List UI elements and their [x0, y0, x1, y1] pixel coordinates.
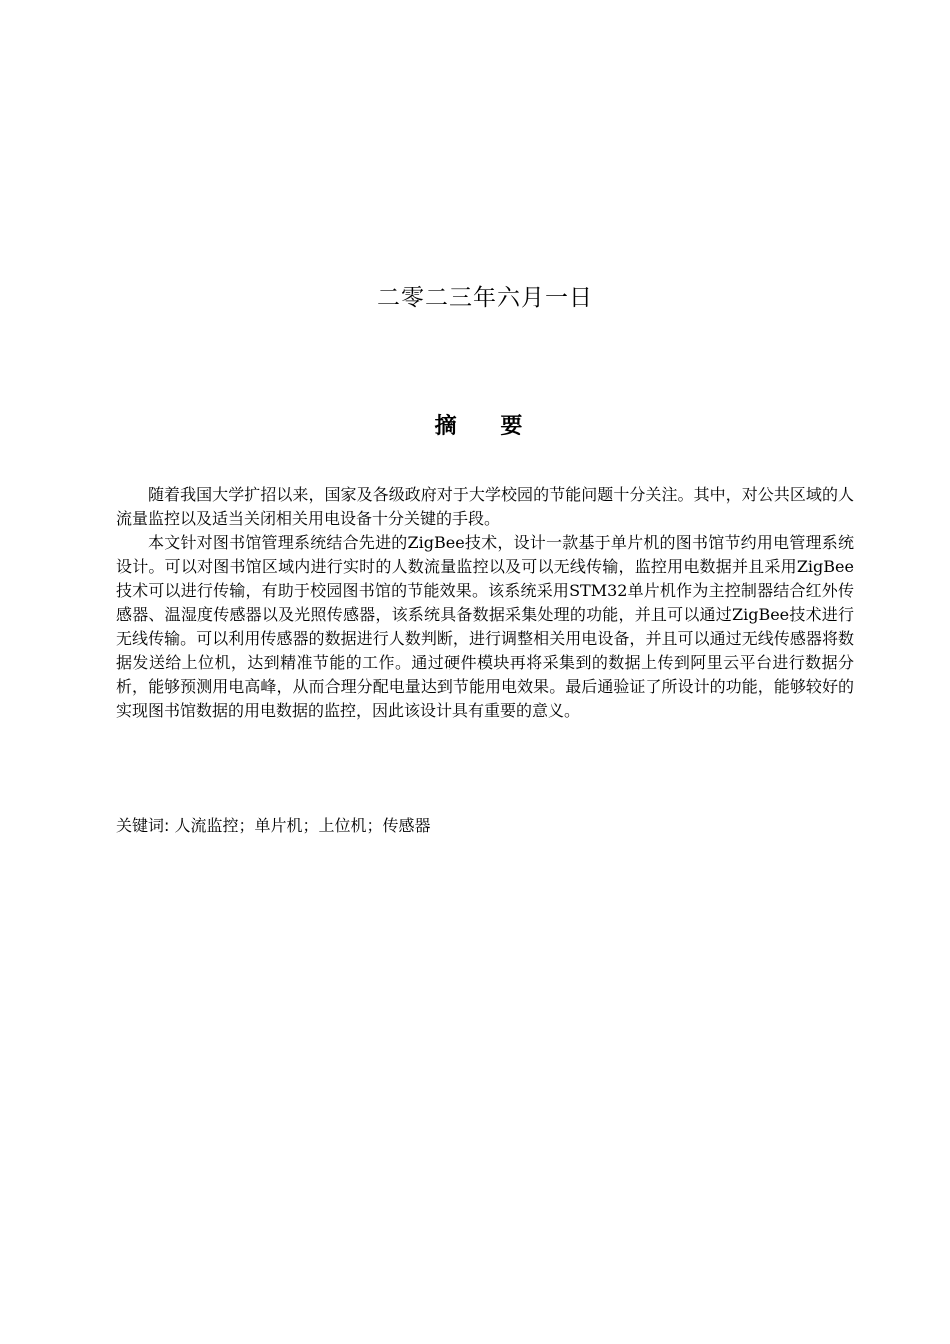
keywords-text: 人流监控；单片机；上位机；传感器: [169, 816, 431, 835]
abstract-body: [116, 483, 854, 723]
abstract-paragraph-2: 本文针对图书馆管理系统结合先进的ZigBee技术，设计一款基于单片机的图书馆节约用电管理系统设计。可以对图书馆区域内进行实时的人数流量监控以及可以无线传输，监控用电数据并且采用ZigBee技术可以进行传输，有助于校园图书馆的节能效果。该系统采用STM32单片机作为主控制器结合红外传感器、温湿度传感器以及光照传感器，该系统具备数据采集处理的功能，并且可以通过ZigBee技术进行无线传输。可以利用传感器的数据进行人数判断，进行调整相关用电设备，并且可以通过无线传感器将数据发送给上位机，达到精准节能的工作。通过硬件模块再将采集到的数据上传到阿里云平台进行数据分析，能够预测用电高峰，从而合理分配电量达到节能用电效果。最后通验证了所设计的功能，能够较好的实现图书馆数据的用电数据的监控，因此该设计具有重要的意义。: [116, 533, 854, 720]
keywords-line: [116, 814, 854, 838]
document-date: 二零二三年六月一日: [377, 285, 593, 311]
abstract-paragraph-1: 随着我国大学扩招以来，国家及各级政府对于大学校园的节能问题十分关注。其中，对公共区域的人流量监控以及适当关闭相关用电设备十分关键的手段。: [116, 485, 854, 528]
keywords-label: 关键词:: [116, 816, 170, 835]
abstract-title: 摘 要: [434, 414, 541, 439]
